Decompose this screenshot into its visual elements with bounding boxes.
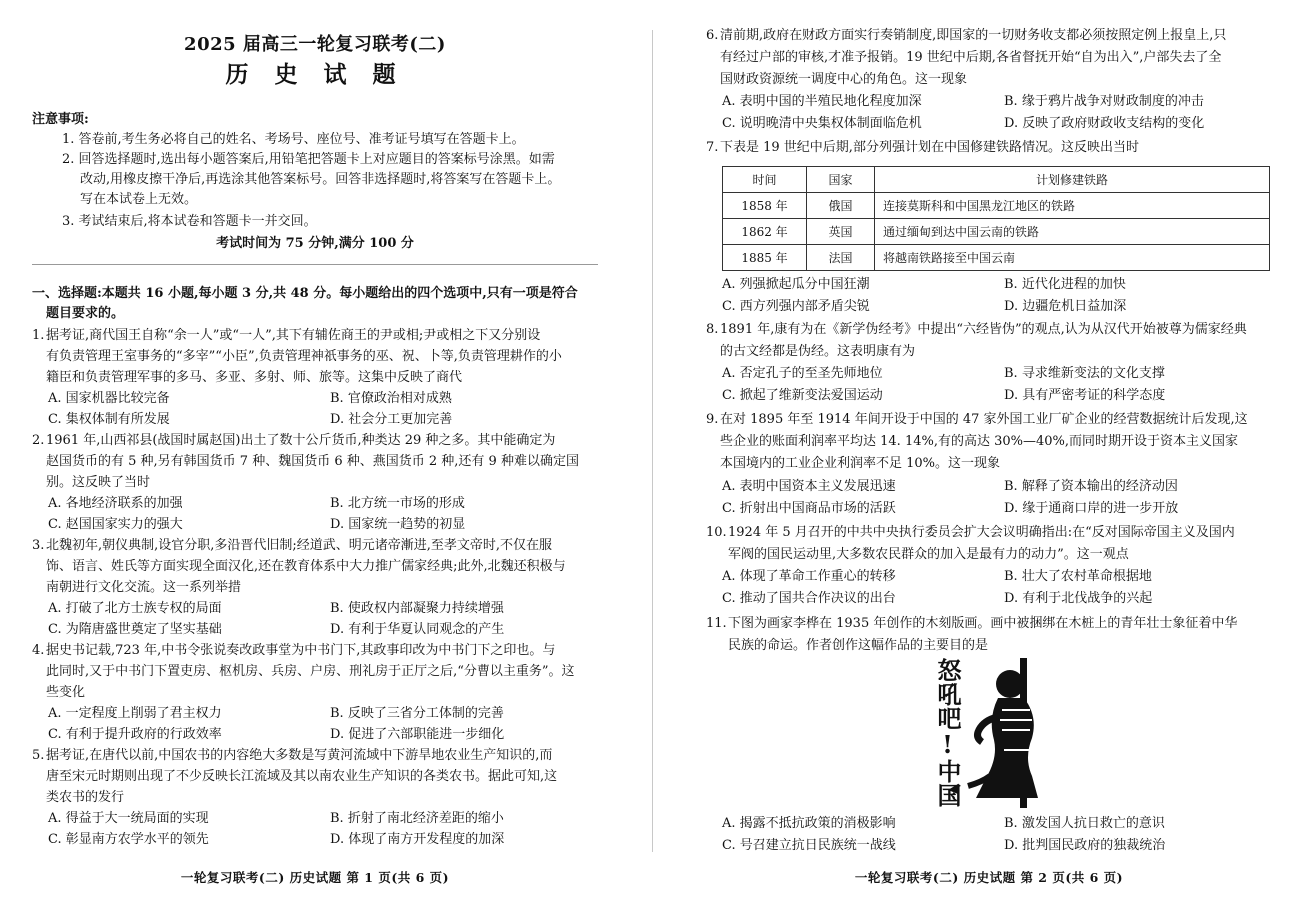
table-cell: 英国 xyxy=(807,219,875,245)
railway-table xyxy=(722,166,1270,271)
question-text: 有负责管理王室事务的“多宰”“小臣”,负责管理神祇事务的巫、祝、卜等,负责管理耕作的小 xyxy=(46,349,562,364)
question-text: 类农书的发行 xyxy=(46,790,125,805)
question-text: 1891 年,康有为在《新学伪经考》中提出“六经皆伪”的观点,认为从汉代开始被尊为儒家经典 xyxy=(720,322,1247,337)
exam-title: 2025 届高三一轮复习联考(二) xyxy=(184,34,446,55)
notice-item: 写在本试卷上无效。 xyxy=(80,192,198,207)
option-b: B. 壮大了农村革命根据地 xyxy=(1004,569,1152,584)
question-text: 的古文经都是伪经。这表明康有为 xyxy=(720,344,916,359)
option-c: C. 掀起了维新变法爱国运动 xyxy=(722,388,883,403)
question-text: 据史书记载,723 年,中书令张说奏改政事堂为中书门下,其政事印改为中书门下之印也。与 xyxy=(46,643,556,658)
option-d: D. 缘于通商口岸的进一步开放 xyxy=(1004,501,1179,516)
option-d: D. 具有严密考证的科学态度 xyxy=(1004,388,1166,403)
option-c: C. 为隋唐盛世奠定了坚实基础 xyxy=(48,622,222,637)
table-header: 国家 xyxy=(807,167,875,193)
table-header-row xyxy=(723,167,1270,193)
page-right xyxy=(706,0,1272,900)
notice-item: 2. 回答选择题时,选出每小题答案后,用铅笔把答题卡上对应题目的答案标号涂黑。如需 xyxy=(62,152,555,167)
question-number: 11. xyxy=(706,616,727,631)
question-text: 些变化 xyxy=(46,685,86,700)
question-text: 清前期,政府在财政方面实行奏销制度,即国家的一切财务收支都必须按照定例上报皇上,只 xyxy=(720,28,1227,43)
option-c: C. 赵国国家实力的强大 xyxy=(48,517,183,532)
question-text: 有经过户部的审核,才准予报销。19 世纪中后期,各省督抚开始“自为出入”,户部失去了全 xyxy=(720,50,1222,65)
page-footer: 一轮复习联考(二) 历史试题 第 1 页(共 6 页) xyxy=(180,870,450,885)
option-d: D. 有利于北伐战争的兴起 xyxy=(1004,591,1153,606)
question-number: 9. xyxy=(706,412,719,427)
option-d: D. 社会分工更加完善 xyxy=(330,412,453,427)
option-d: D. 批判国民政府的独裁统治 xyxy=(1004,838,1166,853)
option-a: A. 表明中国的半殖民地化程度加深 xyxy=(722,94,922,109)
question-number: 4. xyxy=(32,643,45,658)
option-c: C. 集权体制有所发展 xyxy=(48,412,170,427)
option-a: A. 列强掀起瓜分中国狂潮 xyxy=(722,277,870,292)
question-number: 1. xyxy=(32,328,45,343)
option-a: A. 表明中国资本主义发展迅速 xyxy=(722,479,896,494)
option-a: A. 否定孔子的至圣先师地位 xyxy=(722,366,883,381)
question-text: 本国境内的工业企业利润率不足 10%。这一现象 xyxy=(720,456,1001,471)
question-text: 1924 年 5 月召开的中共中央执行委员会扩大会议明确指出:在“反对国际帝国主义及国内 xyxy=(728,525,1235,540)
option-c: C. 有利于提升政府的行政效率 xyxy=(48,727,222,742)
option-b: B. 解释了资本输出的经济动因 xyxy=(1004,479,1178,494)
question-number: 7. xyxy=(706,140,719,155)
question-text: 军阀的国民运动里,大多数农民群众的加入是最有力的动力”。这一观点 xyxy=(728,547,1129,562)
option-c: C. 号召建立抗日民族统一战线 xyxy=(722,838,896,853)
question-text: 1961 年,山西祁县(战国时属赵国)出土了数十公斤货币,种类达 29 种之多。其中能确定为 xyxy=(46,433,556,448)
option-d: D. 体现了南方开发程度的加深 xyxy=(330,832,505,847)
option-c: C. 彰显南方农学水平的领先 xyxy=(48,832,209,847)
option-a: A. 一定程度上削弱了君主权力 xyxy=(48,706,222,721)
option-b: B. 缘于鸦片战争对财政制度的冲击 xyxy=(1004,94,1204,109)
question-text: 此同时,又于中书门下置吏房、枢机房、兵房、户房、刑礼房于正厅之后,“分曹以主重务”。这 xyxy=(46,664,575,679)
question-text: 国财政资源统一调度中心的角色。这一现象 xyxy=(720,72,968,87)
question-text: 下表是 19 世纪中后期,部分列强计划在中国修建铁路情况。这反映出当时 xyxy=(720,140,1139,155)
question-text: 民族的命运。作者创作这幅作品的主要目的是 xyxy=(728,638,989,653)
option-b: B. 折射了南北经济差距的缩小 xyxy=(330,811,504,826)
question-text: 北魏初年,朝仪典制,设官分职,多沿晋代旧制;经道武、明元诸帝漸进,至孝文帝时,不仅在服 xyxy=(46,538,553,553)
table-row xyxy=(723,219,1270,245)
option-a: A. 体现了革命工作重心的转移 xyxy=(722,569,896,584)
question-text: 下图为画家李桦在 1935 年创作的木刻版画。画中被捆绑在木桩上的青年壮士象征着中华 xyxy=(728,616,1238,631)
option-b: B. 寻求维新变法的文化支撑 xyxy=(1004,366,1165,381)
notice-heading: 注意事项: xyxy=(32,112,89,127)
page-footer: 一轮复习联考(二) 历史试题 第 2 页(共 6 页) xyxy=(854,870,1124,885)
question-number: 5. xyxy=(32,748,45,763)
table-header: 时间 xyxy=(723,167,807,193)
option-b: B. 近代化进程的加快 xyxy=(1004,277,1126,292)
section-heading: 一、选择题:本题共 16 小题,每小题 3 分,共 48 分。每小题给出的四个选项中,只有一项是符合 xyxy=(32,286,578,301)
question-text: 籍臣和负责管理军事的多马、多亚、多射、师、旅等。这集中反映了商代 xyxy=(46,370,463,385)
option-c: C. 推动了国共合作决议的出台 xyxy=(722,591,896,606)
woodcut-title-text: 怒吼吧!中国 xyxy=(933,658,962,807)
question-number: 3. xyxy=(32,538,45,553)
table-cell: 连接莫斯科和中国黑龙江地区的铁路 xyxy=(875,193,1270,219)
option-d: D. 促进了六部职能进一步细化 xyxy=(330,727,505,742)
option-a: A. 各地经济联系的加强 xyxy=(48,496,183,511)
option-b: B. 官僚政治相对成熟 xyxy=(330,391,452,406)
option-c: C. 说明晚清中央集权体制面临危机 xyxy=(722,116,922,131)
option-a: A. 打破了北方士族专权的局面 xyxy=(48,601,222,616)
woodcut-print-image xyxy=(928,658,1078,808)
option-c: C. 折射出中国商品市场的活跃 xyxy=(722,501,896,516)
option-d: D. 有利于华夏认同观念的产生 xyxy=(330,622,505,637)
exam-subject-title: 历 史 试 题 xyxy=(225,61,405,88)
question-text: 别。这反映了当时 xyxy=(46,475,151,490)
table-cell: 1885 年 xyxy=(723,245,807,271)
exam-time: 考试时间为 75 分钟,满分 100 分 xyxy=(216,236,414,251)
notice-item: 3. 考试结束后,将本试卷和答题卡一并交回。 xyxy=(62,214,317,229)
option-b: B. 反映了三省分工体制的完善 xyxy=(330,706,504,721)
option-d: D. 边疆危机日益加深 xyxy=(1004,299,1127,314)
option-c: C. 西方列强内部矛盾尖锐 xyxy=(722,299,870,314)
notice-item: 改动,用橡皮擦干净后,再选涂其他答案标号。回答非选择题时,将答案写在答题卡上。 xyxy=(80,172,561,187)
question-text: 唐至宋元时期则出现了不少反映长江流域及其以南农业生产知识的各类农书。据此可知,这 xyxy=(46,769,558,784)
option-a: A. 得益于大一统局面的实现 xyxy=(48,811,209,826)
section-heading-cont: 题目要求的。 xyxy=(46,306,125,321)
question-number: 8. xyxy=(706,322,719,337)
option-b: B. 激发国人抗日救亡的意识 xyxy=(1004,816,1165,831)
notice-item: 1. 答卷前,考生务必将自己的姓名、考场号、座位号、准考证号填写在答题卡上。 xyxy=(62,132,525,147)
option-d: D. 国家统一趋势的初显 xyxy=(330,517,466,532)
question-text: 据考证,商代国王自称“余一人”或“一人”,其下有辅佐商王的尹或相;尹或相之下又分别设 xyxy=(46,328,541,343)
question-text: 饰、语言、姓氏等方面实现全面汉化,还在教育体系中大力推广儒家经典;此外,北魏还积极与 xyxy=(46,559,566,574)
question-number: 6. xyxy=(706,28,719,43)
table-row xyxy=(723,245,1270,271)
table-cell: 将越南铁路接至中国云南 xyxy=(875,245,1270,271)
option-d: D. 反映了政府财政收支结构的变化 xyxy=(1004,116,1205,131)
option-a: A. 揭露不抵抗政策的消极影响 xyxy=(722,816,896,831)
page-divider xyxy=(652,30,653,852)
page-left xyxy=(32,0,598,900)
question-text: 在对 1895 年至 1914 年间开设于中国的 47 家外国工业厂矿企业的经营数据统计后发现,这 xyxy=(720,412,1248,427)
table-cell: 俄国 xyxy=(807,193,875,219)
option-a: A. 国家机器比较完备 xyxy=(48,391,170,406)
question-text: 据考证,在唐代以前,中国农书的内容绝大多数是写黄河流域中下游旱地农业生产知识的,而 xyxy=(46,748,553,763)
table-cell: 1862 年 xyxy=(723,219,807,245)
table-cell: 1858 年 xyxy=(723,193,807,219)
question-text: 些企业的账面利润率平均达 14. 14%,有的高达 30%—40%,而同时期开设于资本主义国家 xyxy=(720,434,1239,449)
option-b: B. 北方统一市场的形成 xyxy=(330,496,465,511)
table-row xyxy=(723,193,1270,219)
question-text: 赵国货币的有 5 种,另有韩国货币 7 种、魏国货币 6 种、燕国货币 2 种,还有 9 种难以确定国 xyxy=(46,454,579,469)
table-cell: 法国 xyxy=(807,245,875,271)
table-header: 计划修建铁路 xyxy=(875,167,1270,193)
question-number: 2. xyxy=(32,433,45,448)
question-text: 南朝进行文化交流。这一系列举措 xyxy=(46,580,242,595)
question-number: 10. xyxy=(706,525,727,540)
divider-line xyxy=(32,264,598,265)
option-b: B. 使政权内部凝聚力持续增强 xyxy=(330,601,504,616)
table-cell: 通过缅甸到达中国云南的铁路 xyxy=(875,219,1270,245)
